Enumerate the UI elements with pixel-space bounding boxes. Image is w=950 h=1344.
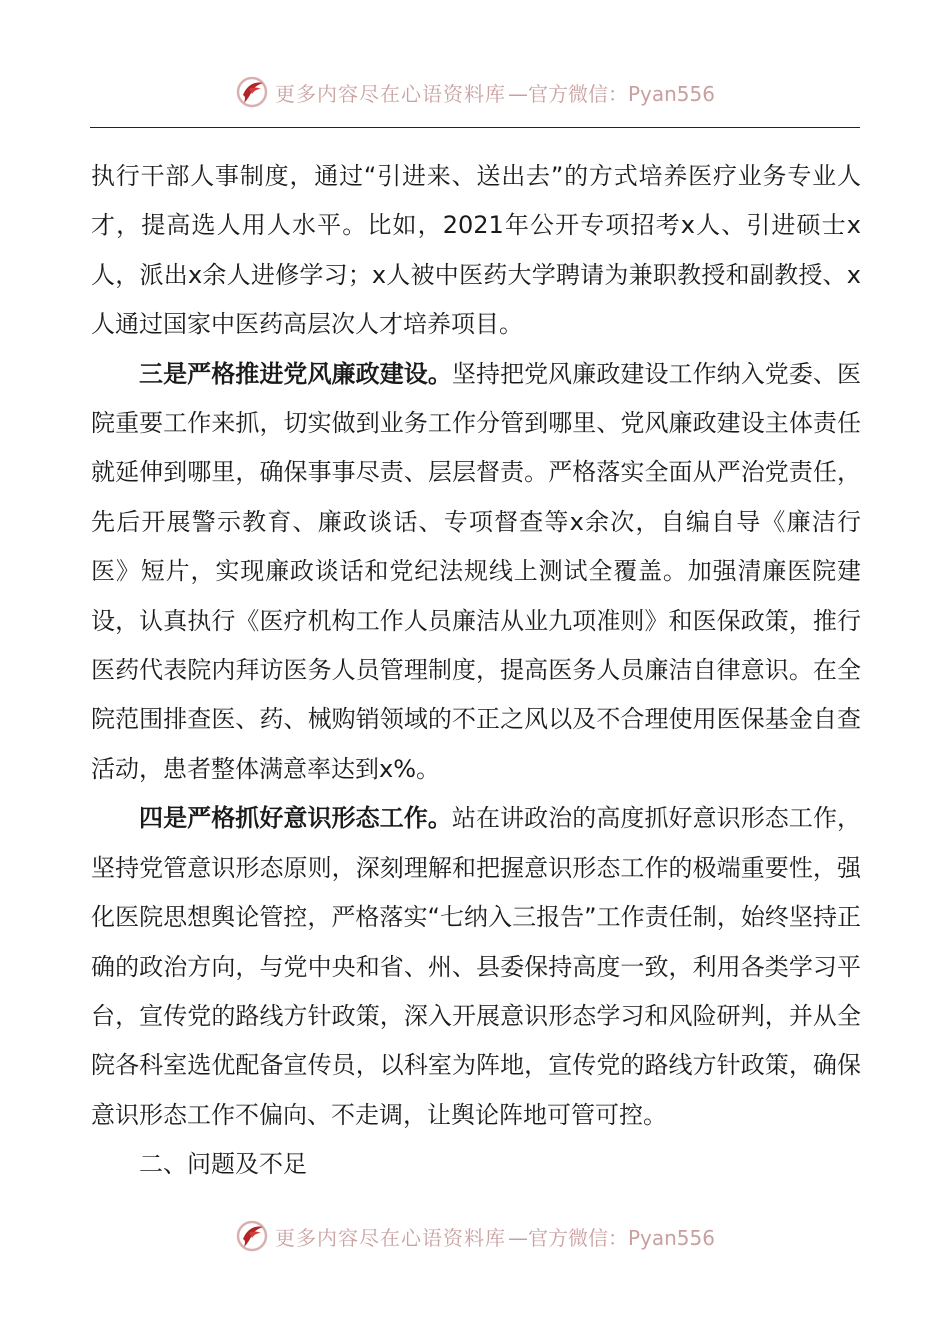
footer-watermark (0, 1216, 950, 1256)
paragraph-integrity (91, 350, 861, 795)
header-watermark (0, 72, 950, 112)
paragraph-personnel: 执行干部人事制度，通过“引进来、送出去”的方式培养医疗业务专业人才，提高选人用人水平。比如，2021年公开专项招考x人、引进硕士x人，派出x余人进修学习；x人被中医药大学聘请为兼职教授和副教授、x人通过国家中医药高层次人才培养项目。 (91, 162, 861, 339)
header-brand-text: 更多内容尽在心语资料库 (274, 81, 506, 106)
paragraph-integrity-text: 坚持把党风廉政建设工作纳入党委、医院重要工作来抓，切实做到业务工作分管到哪里、党风廉政建设主体责任就延伸到哪里，确保事事尽责、层层督责。严格落实全面从严治党责任，先后开展警示教育、廉政谈话、专项督查等x余次，自编自导《廉洁行医》短片，实现廉政谈话和党纪法规线上测试全覆盖。加强清廉医院建设，认真执行《医疗机构工作人员廉洁从业九项准则》和医保政策，推行医药代表院内拜访医务人员管理制度，提高医务人员廉洁自律意识。在全院范围排查医、药、械购销领域的不正之风以及不合理使用医保基金自查活动，患者整体满意率达到x%。 (91, 359, 862, 783)
footer-brand-text: 更多内容尽在心语资料库 (274, 1225, 506, 1250)
paragraph-ideology-text: 站在讲政治的高度抓好意识形态工作，坚持党管意识形态原则，深刻理解和把握意识形态工作的极端重要性，强化医院思想舆论管控，严格落实“七纳入三报告”工作责任制，始终坚持正确的政治方向，与党中央和省、州、县委保持高度一致，利用各类学习平台，宣传党的路线方针政策，深入开展意识形态学习和风险研判，并从全院各科室选优配备宣传员，以科室为阵地，宣传党的路线方针政策，确保意识形态工作不偏向、不走调，让舆论阵地可管可控。 (91, 804, 862, 1129)
header-divider (90, 127, 860, 128)
paragraph-ideology (91, 794, 861, 1140)
document-body (91, 152, 861, 1190)
section-heading-problems: 二、问题及不足 (139, 1150, 307, 1179)
header-wechat-text: —官方微信：Pyan556 (507, 81, 715, 106)
paragraph-integrity-heading: 三是严格推进党风廉政建设。 (139, 359, 452, 388)
footer-wechat-text: —官方微信：Pyan556 (507, 1225, 715, 1250)
red-wing-logo-icon (235, 75, 269, 109)
red-wing-logo-icon (235, 1219, 269, 1253)
paragraph-ideology-heading: 四是严格抓好意识形态工作。 (139, 804, 452, 833)
